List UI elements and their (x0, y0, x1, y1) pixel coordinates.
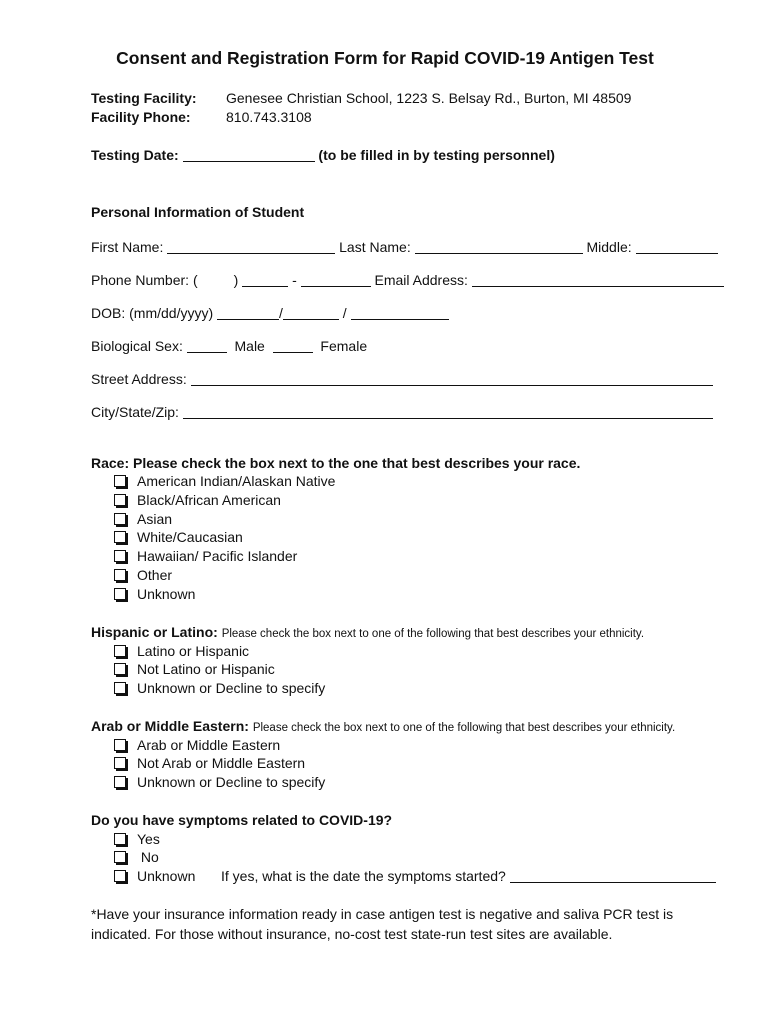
arab-option-label: Arab or Middle Eastern (137, 737, 281, 753)
race-option-label: American Indian/Alaskan Native (137, 473, 336, 489)
arab-heading-line (91, 717, 675, 737)
checkbox-icon[interactable] (114, 776, 126, 788)
race-option-label: Black/African American (137, 492, 281, 508)
checkbox-icon[interactable] (114, 569, 126, 581)
hispanic-option-label: Latino or Hispanic (137, 643, 250, 659)
checkbox-icon[interactable] (114, 833, 126, 845)
checkbox-icon[interactable] (114, 851, 126, 863)
race-option[interactable] (113, 547, 297, 565)
dob-slash-1: / (279, 305, 283, 321)
hispanic-option-label: Not Latino or Hispanic (137, 661, 275, 677)
last-name-field[interactable] (415, 240, 583, 254)
testing-facility-value: Genesee Christian School, 1223 S. Belsay Rd., Burton, MI 48509 (226, 90, 632, 106)
personal-info-heading: Personal Information of Student (91, 204, 305, 220)
testing-date-label: Testing Date: (91, 147, 179, 163)
street-address-line (91, 370, 713, 388)
checkbox-icon[interactable] (114, 870, 126, 882)
checkbox-icon[interactable] (114, 588, 126, 600)
hispanic-option-label: Unknown or Decline to specify (137, 680, 326, 696)
symptoms-option[interactable] (113, 848, 159, 866)
hispanic-instruction: Please check the box next to one of the following that best describes your ethnicity. (221, 628, 645, 640)
last-name-label: Last Name: (339, 239, 411, 255)
phone-close-paren: ) (233, 272, 239, 288)
symptoms-option[interactable] (113, 830, 160, 848)
checkbox-icon[interactable] (114, 757, 126, 769)
city-state-zip-label: City/State/Zip: (91, 404, 179, 420)
symptom-date-question: If yes, what is the date the symptoms started? (221, 868, 506, 884)
dob-year-field[interactable] (351, 306, 449, 320)
dob-day-field[interactable] (283, 306, 339, 320)
arab-option[interactable] (113, 754, 305, 772)
phone-number-label: Phone Number: ( (91, 272, 198, 288)
checkbox-icon[interactable] (114, 739, 126, 751)
arab-option-label: Unknown or Decline to specify (137, 774, 326, 790)
checkbox-icon[interactable] (114, 475, 126, 487)
arab-option-label: Not Arab or Middle Eastern (137, 755, 306, 771)
race-option-label: Hawaiian/ Pacific Islander (137, 548, 298, 564)
race-option[interactable] (113, 472, 335, 490)
hispanic-heading: Hispanic or Latino: (91, 624, 218, 640)
facility-phone-label: Facility Phone: (91, 109, 191, 125)
checkbox-icon[interactable] (114, 531, 126, 543)
middle-name-label: Middle: (586, 239, 632, 255)
dob-label: DOB: (mm/dd/yyyy) (91, 305, 214, 321)
dob-line (91, 304, 449, 322)
symptoms-option-label: Unknown (137, 868, 196, 884)
race-heading: Race: Please check the box next to the one that best describes your race. (91, 455, 581, 471)
arab-instruction: Please check the box next to one of the following that best describes your ethnicity. (252, 722, 676, 734)
race-option[interactable] (113, 566, 172, 584)
testing-facility-label: Testing Facility: (91, 90, 197, 106)
phone-prefix-field[interactable] (242, 273, 288, 287)
male-blank[interactable] (187, 339, 227, 353)
street-address-field[interactable] (191, 372, 713, 386)
insurance-note-line-2: indicated. For those without insurance, no-cost test state-run test sites are available. (91, 926, 613, 942)
testing-date-field[interactable] (183, 148, 315, 162)
checkbox-icon[interactable] (114, 550, 126, 562)
race-option-label: White/Caucasian (137, 529, 243, 545)
female-blank[interactable] (273, 339, 313, 353)
testing-date-note: (to be filled in by testing personnel) (318, 147, 555, 163)
race-option-label: Unknown (137, 586, 196, 602)
race-option[interactable] (113, 491, 281, 509)
male-label: Male (234, 338, 265, 354)
female-label: Female (320, 338, 368, 354)
race-option-label: Other (137, 567, 173, 583)
symptoms-option-label: Yes (137, 831, 160, 847)
checkbox-icon[interactable] (114, 494, 126, 506)
symptom-date-field[interactable] (510, 869, 716, 883)
hispanic-heading-line (91, 623, 644, 643)
biological-sex-line (91, 337, 367, 355)
dob-month-field[interactable] (217, 306, 279, 320)
email-field[interactable] (472, 273, 724, 287)
hispanic-option[interactable] (113, 660, 275, 678)
checkbox-icon[interactable] (114, 663, 126, 675)
phone-dash: - (292, 272, 297, 288)
first-name-field[interactable] (167, 240, 335, 254)
phone-email-line (91, 271, 724, 289)
biological-sex-label: Biological Sex: (91, 338, 183, 354)
city-state-zip-field[interactable] (183, 405, 713, 419)
city-state-zip-line (91, 403, 713, 421)
arab-option[interactable] (113, 736, 280, 754)
symptoms-option-label: No (137, 849, 159, 865)
symptom-date-line (221, 867, 716, 885)
testing-date-line (91, 146, 555, 164)
checkbox-icon[interactable] (114, 645, 126, 657)
first-name-label: First Name: (91, 239, 164, 255)
street-address-label: Street Address: (91, 371, 187, 387)
middle-name-field[interactable] (636, 240, 718, 254)
dob-slash-2: / (342, 305, 347, 321)
name-line (91, 238, 718, 256)
phone-line-field[interactable] (301, 273, 371, 287)
facility-phone-value: 810.743.3108 (226, 109, 312, 125)
email-label: Email Address: (374, 272, 468, 288)
hispanic-option[interactable] (113, 679, 325, 697)
symptoms-heading: Do you have symptoms related to COVID-19? (91, 812, 393, 828)
checkbox-icon[interactable] (114, 513, 126, 525)
hispanic-option[interactable] (113, 642, 249, 660)
race-option-label: Asian (137, 511, 173, 527)
insurance-note-line-1: *Have your insurance information ready in case antigen test is negative and saliva PCR test is (91, 906, 674, 922)
form-title: Consent and Registration Form for Rapid COVID-19 Antigen Test (116, 48, 654, 68)
symptoms-option[interactable] (113, 867, 195, 885)
arab-option[interactable] (113, 773, 325, 791)
race-option[interactable] (113, 585, 195, 603)
checkbox-icon[interactable] (114, 682, 126, 694)
race-option[interactable] (113, 528, 243, 546)
arab-heading: Arab or Middle Eastern: (91, 718, 249, 734)
race-option[interactable] (113, 510, 172, 528)
